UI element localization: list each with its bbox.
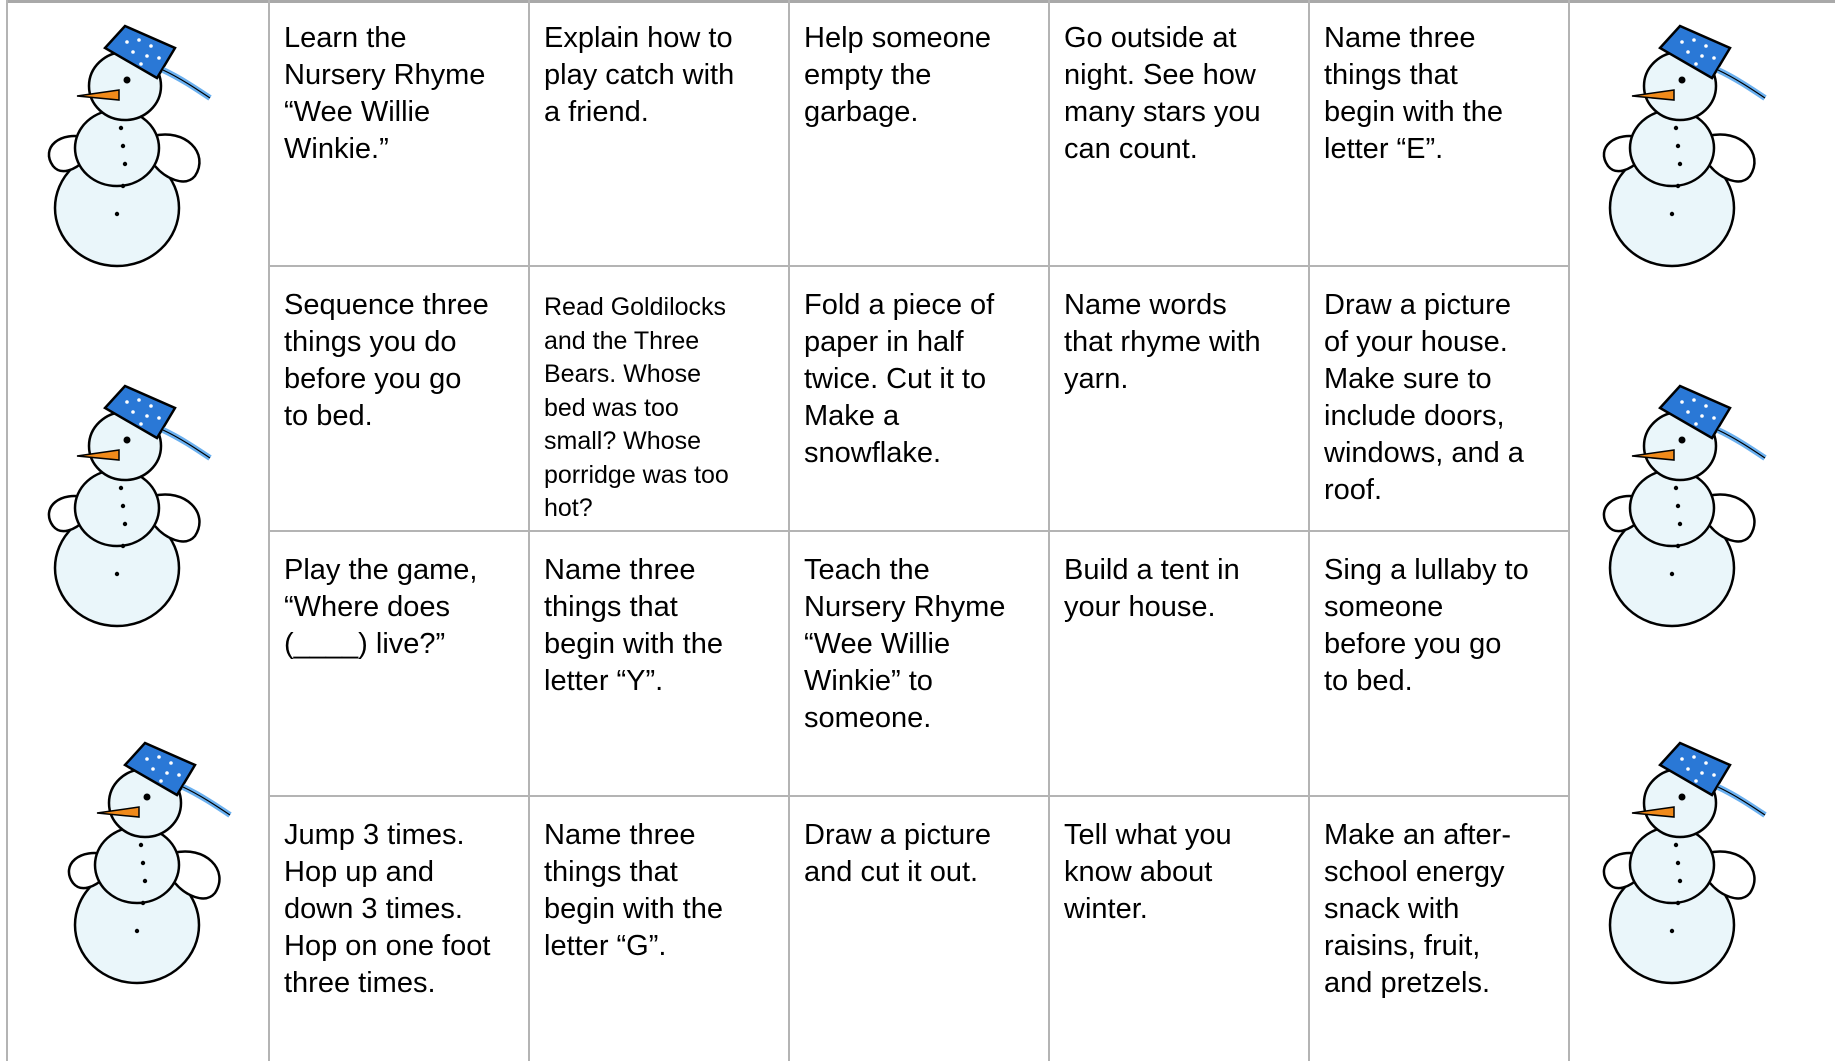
snowman-icon — [1590, 378, 1770, 628]
activity-cell: Tell what you know about winter. — [1064, 819, 1232, 925]
activity-cell: Teach the Nursery Rhyme “Wee Willie Winkie” to someone. — [804, 554, 1006, 734]
activity-cell: Learn the Nursery Rhyme “Wee Willie Winkie.” — [284, 22, 486, 165]
activity-cell: Help someone empty the garbage. — [804, 22, 991, 128]
activity-cell: Build a tent in your house. — [1064, 554, 1240, 623]
snowman-icon — [35, 18, 215, 268]
activity-cell: Jump 3 times. Hop up and down 3 times. Hop on one foot three times. — [284, 819, 491, 999]
grid-line — [6, 0, 8, 1061]
snowman-icon — [35, 378, 215, 628]
snowman-icon — [1590, 735, 1770, 985]
activity-cell: Sing a lullaby to someone before you go to bed. — [1324, 554, 1529, 697]
activity-cell: Sequence three things you do before you go to bed. — [284, 289, 489, 432]
activity-cell: Read Goldilocks and the Three Bears. Whose bed was too small? Whose porridge was too hot? — [544, 293, 729, 522]
activity-cell: Name three things that begin with the letter “G”. — [544, 819, 723, 962]
activity-cell: Play the game, “Where does (____) live?” — [284, 554, 478, 660]
snowman-icon — [55, 735, 235, 985]
activity-cell: Fold a piece of paper in half twice. Cut it to Make a snowflake. — [804, 289, 995, 469]
activity-cell: Name three things that begin with the letter “E”. — [1324, 22, 1503, 165]
activity-cell: Name three things that begin with the letter “Y”. — [544, 554, 723, 697]
activity-cell: Draw a picture of your house. Make sure to include doors, windows, and a roof. — [1324, 289, 1524, 506]
activity-cell: Explain how to play catch with a friend. — [544, 22, 735, 128]
activity-cell: Make an after- school energy snack with raisins, fruit, and pretzels. — [1324, 819, 1511, 999]
activity-board — [6, 0, 1835, 1061]
activity-cell: Draw a picture and cut it out. — [804, 819, 991, 888]
snowman-icon — [1590, 18, 1770, 268]
activity-cell: Name words that rhyme with yarn. — [1064, 289, 1261, 395]
activity-cell: Go outside at night. See how many stars you can count. — [1064, 22, 1261, 165]
